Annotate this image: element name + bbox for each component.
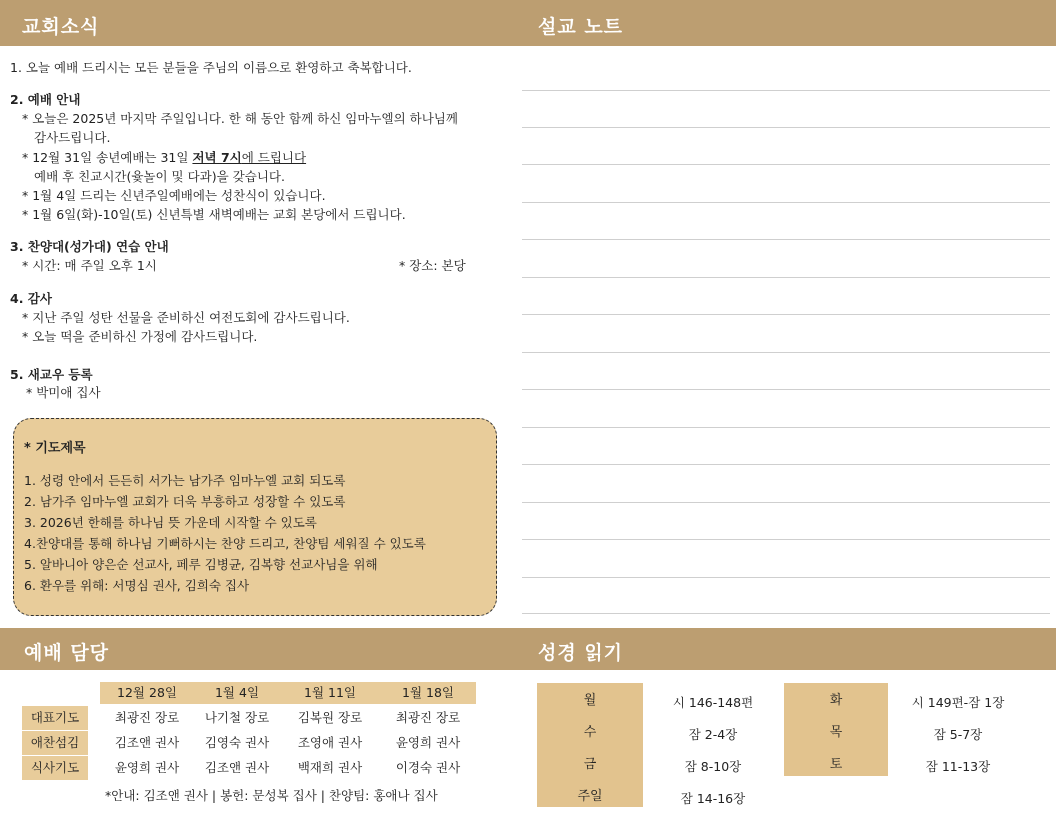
duty-cell: 김조앤 권사 bbox=[114, 735, 180, 750]
prayer-title: * 기도제목 bbox=[24, 441, 86, 456]
duty-cell: 김조앤 권사 bbox=[204, 760, 270, 775]
news-item-2-bullet-1-cont: 감사드립니다. bbox=[34, 130, 111, 145]
duty-cell: 나기철 장로 bbox=[204, 710, 270, 725]
duty-cell: 백재희 권사 bbox=[297, 760, 363, 775]
duty-cell: 김영숙 권사 bbox=[204, 735, 270, 750]
reading-value: 잠 5-7장 bbox=[933, 727, 983, 742]
date-header: 12월 28일 bbox=[117, 685, 177, 700]
day-label: 화 bbox=[829, 693, 843, 708]
duty-cell: 김복원 장로 bbox=[297, 710, 363, 725]
duty-cell: 조영애 권사 bbox=[297, 735, 363, 750]
duty-cell: 윤영희 권사 bbox=[395, 735, 461, 750]
day-label: 토 bbox=[829, 757, 843, 772]
day-label: 주일 bbox=[577, 789, 603, 804]
prayer-requests-box bbox=[13, 418, 497, 616]
note-line bbox=[522, 127, 1050, 128]
bullet-2-pre: * 12월 31일 송년예배는 31일 bbox=[22, 150, 193, 165]
row-label: 애찬섬김 bbox=[22, 731, 88, 755]
duty-footnote: *안내: 김조앤 권사 | 봉헌: 문성복 집사 | 찬양팀: 홍애나 집사 bbox=[105, 788, 438, 803]
day-label: 수 bbox=[583, 725, 597, 740]
choir-place: * 장소: 본당 bbox=[399, 258, 466, 273]
duty-cell: 최광진 장로 bbox=[114, 710, 180, 725]
prayer-item: 3. 2026년 한해를 하나님 뜻 가운데 시작할 수 있도록 bbox=[24, 515, 317, 530]
date-header: 1월 11일 bbox=[304, 685, 356, 700]
duty-cell: 윤영희 권사 bbox=[114, 760, 180, 775]
thanks-bullet-2: * 오늘 떡을 준비하신 가정에 감사드립니다. bbox=[22, 329, 258, 344]
prayer-item: 1. 성령 안에서 든든히 서가는 남가주 임마누엘 교회 되도록 bbox=[24, 473, 346, 488]
note-line bbox=[522, 202, 1050, 203]
row-label: 대표기도 bbox=[22, 706, 88, 730]
news-item-5-title: 5. 새교우 등록 bbox=[10, 367, 93, 382]
reading-value: 잠 2-4장 bbox=[688, 727, 738, 742]
prayer-item: 6. 환우를 위해: 서명심 권사, 김희숙 집사 bbox=[24, 578, 250, 593]
sermon-notes-title: 설교 노트 bbox=[538, 16, 624, 38]
reading-value: 잠 11-13장 bbox=[925, 759, 991, 774]
note-line bbox=[522, 577, 1050, 578]
note-line bbox=[522, 277, 1050, 278]
note-line bbox=[522, 502, 1050, 503]
reading-value: 시 146-148편 bbox=[672, 695, 754, 710]
note-line bbox=[522, 164, 1050, 165]
note-line bbox=[522, 314, 1050, 315]
duty-cell: 최광진 장로 bbox=[395, 710, 461, 725]
reading-value: 시 149편-잠 1장 bbox=[911, 695, 1005, 710]
news-item-2-bullet-1: * 오늘은 2025년 마지막 주일입니다. 한 해 동안 함께 하신 임마누엘의 하나님께 bbox=[22, 111, 458, 126]
bullet-2-post: 에 드립니다 bbox=[241, 150, 307, 165]
choir-time: * 시간: 매 주일 오후 1시 bbox=[22, 258, 157, 273]
church-news-title: 교회소식 bbox=[22, 16, 100, 38]
prayer-item: 4.찬양대를 통해 하나님 기뻐하시는 찬양 드리고, 찬양팀 세워질 수 있도록 bbox=[24, 536, 426, 551]
note-line bbox=[522, 389, 1050, 390]
date-header: 1월 4일 bbox=[214, 685, 260, 700]
row-label: 식사기도 bbox=[22, 756, 88, 780]
note-line bbox=[522, 427, 1050, 428]
note-line bbox=[522, 90, 1050, 91]
worship-duty-title: 예배 담당 bbox=[24, 642, 110, 664]
news-item-1: 1. 오늘 예배 드리시는 모든 분들을 주님의 이름으로 환영하고 축복합니다. bbox=[10, 60, 412, 75]
note-line bbox=[522, 239, 1050, 240]
news-item-2-title: 2. 예배 안내 bbox=[10, 92, 81, 107]
bible-reading-title: 성경 읽기 bbox=[538, 642, 624, 664]
prayer-item: 5. 알바니아 양은순 선교사, 페루 김병균, 김복향 선교사님을 위해 bbox=[24, 557, 378, 572]
day-label: 금 bbox=[583, 757, 597, 772]
day-label: 목 bbox=[829, 725, 843, 740]
new-member-bullet: * 박미애 집사 bbox=[26, 385, 101, 400]
news-item-2-bullet-2 bbox=[22, 148, 306, 167]
news-item-3-title: 3. 찬양대(성가대) 연습 안내 bbox=[10, 239, 169, 254]
prayer-item: 2. 남가주 임마누엘 교회가 더욱 부흥하고 성장할 수 있도록 bbox=[24, 494, 346, 509]
day-label: 월 bbox=[583, 693, 597, 708]
date-header: 1월 18일 bbox=[402, 685, 454, 700]
reading-value: 잠 8-10장 bbox=[684, 759, 742, 774]
thanks-bullet-1: * 지난 주일 성탄 선물을 준비하신 여전도회에 감사드립니다. bbox=[22, 310, 350, 325]
news-item-2-bullet-3: * 1월 4일 드리는 신년주일예배에는 성찬식이 있습니다. bbox=[22, 188, 326, 203]
news-item-2-bullet-4: * 1월 6일(화)-10일(토) 신년특별 새벽예배는 교회 본당에서 드립니다. bbox=[22, 207, 406, 222]
note-line bbox=[522, 613, 1050, 614]
news-item-2-bullet-2-cont: 예배 후 친교시간(윷놀이 및 다과)을 갖습니다. bbox=[34, 169, 285, 184]
duty-cell: 이경숙 권사 bbox=[395, 760, 461, 775]
note-line bbox=[522, 464, 1050, 465]
reading-value: 잠 14-16장 bbox=[680, 791, 746, 806]
note-line bbox=[522, 352, 1050, 353]
news-item-4-title: 4. 감사 bbox=[10, 291, 52, 306]
note-line bbox=[522, 539, 1050, 540]
bullet-2-bold: 저녁 7시 bbox=[192, 150, 242, 165]
bottom-header-band bbox=[0, 628, 1056, 670]
